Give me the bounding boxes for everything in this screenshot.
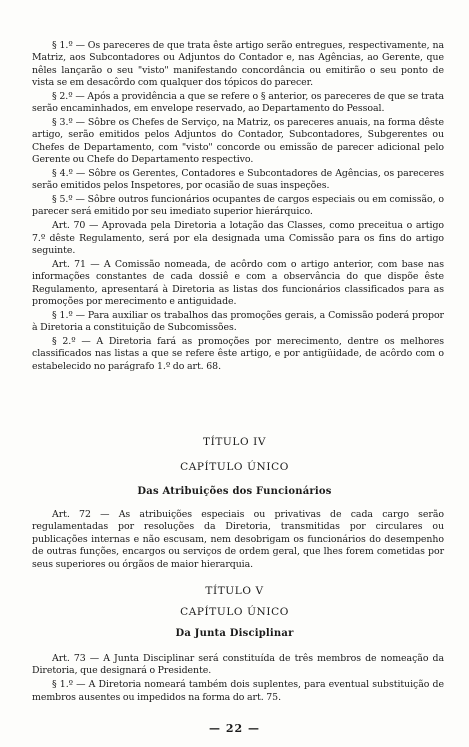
page-number: — 22 — <box>209 722 260 735</box>
titulo-iv-heading: TÍTULO IV <box>202 436 267 448</box>
capitulo-unico-heading-iv: CAPÍTULO ÚNICO <box>180 461 289 473</box>
paragraph-art69-par4: § 4.º — Sôbre os Gerentes, Contadores e Subcontadores de Agências, os pareceres serão emitidos pelos Inspetores, por ocasião de suas inspeções. <box>32 167 444 192</box>
paragraph-art70: Art. 70 — Aprovada pela Diretoria a lotação das Classes, como preceitua o artigo 7.º dêste Regulamento, será por ela designada uma Comissão para os fins do artigo seguinte. <box>32 220 444 256</box>
paragraph-art73: Art. 73 — A Junta Disciplinar será constituída de três membros de nomeação da Diretoria, que designará o Presidente. <box>32 653 444 677</box>
paragraph-art69-par3: § 3.º — Sôbre os Chefes de Serviço, na Matriz, os pareceres anuais, na forma dêste artigo, serão emitidos pelos Adjuntos do Contador, Subcontadores, Subgerentes ou Chefes de Departamento, com "visto" concorde ou emissão de parecer adicional pelo Gerente ou Chefe do Departamento respectivo. <box>32 117 444 166</box>
body-text-top <box>32 40 444 374</box>
body-text-v <box>32 653 444 705</box>
section-iv-subtitle: Das Atribuições dos Funcionários <box>137 486 332 497</box>
titulo-v-heading: TÍTULO V <box>205 585 264 597</box>
paragraph-art69-par1: § 1.º — Os pareceres de que trata êste artigo serão entregues, respectivamente, na Matriz, aos Subcontadores ou Adjuntos do Contador e, nas Agências, ao Gerente, que nêles lançarão o seu "visto" manifestando concordância ou emitirão o seu ponto de vista se em desacôrdo com qualquer dos tópicos do parecer. <box>32 40 444 89</box>
paragraph-art73-par1: § 1.º — A Diretoria nomeará também dois suplentes, para eventual substituição de membros ausentes ou impedidos na forma do art. 75. <box>32 679 444 703</box>
section-v-subtitle: Da Junta Disciplinar <box>175 628 294 639</box>
paragraph-art71: Art. 71 — A Comissão nomeada, de acôrdo com o artigo anterior, com base nas informações constantes de cada dossiê e com a observância do que dispõe êste Regulamento, apresentará à Diretoria as listas dos funcionários classificados para as promoções por merecimento e antiguidade. <box>32 258 444 307</box>
paragraph-art69-par5: § 5.º — Sôbre outros funcionários ocupantes de cargos especiais ou em comissão, o parecer será emitido por seu imediato superior hierárquico. <box>32 194 444 218</box>
body-text-iv <box>32 509 444 572</box>
paragraph-art71-par1: § 1.º — Para auxiliar os trabalhos das promoções gerais, a Comissão poderá propor à Diretoria a constituição de Subcomissões. <box>32 309 444 334</box>
paragraph-art71-par2: § 2.º — A Diretoria fará as promoções por merecimento, dentre os melhores classificados nas listas a que se refere êste artigo, e por antigüidade, de acôrdo com o estabelecido no parágrafo 1.º do art. 68. <box>32 335 444 372</box>
paragraph-art72: Art. 72 — As atribuições especiais ou privativas de cada cargo serão regulamentadas por resoluções da Diretoria, transmitidas por circulares ou publicações internas e não escusam, nem desobrigam os funcionários do desempenho de outras funções, encargos ou serviços de ordem geral, que lhes forem cometidas por seus superiores ou órgãos de maior hierarquia. <box>32 509 444 570</box>
paragraph-art69-par2: § 2.º — Após a providência a que se refere o § anterior, os pareceres de que se trata serão encaminhados, em envelope reservado, ao Departamento do Pessoal. <box>32 90 444 115</box>
capitulo-unico-heading-v: CAPÍTULO ÚNICO <box>180 606 289 618</box>
